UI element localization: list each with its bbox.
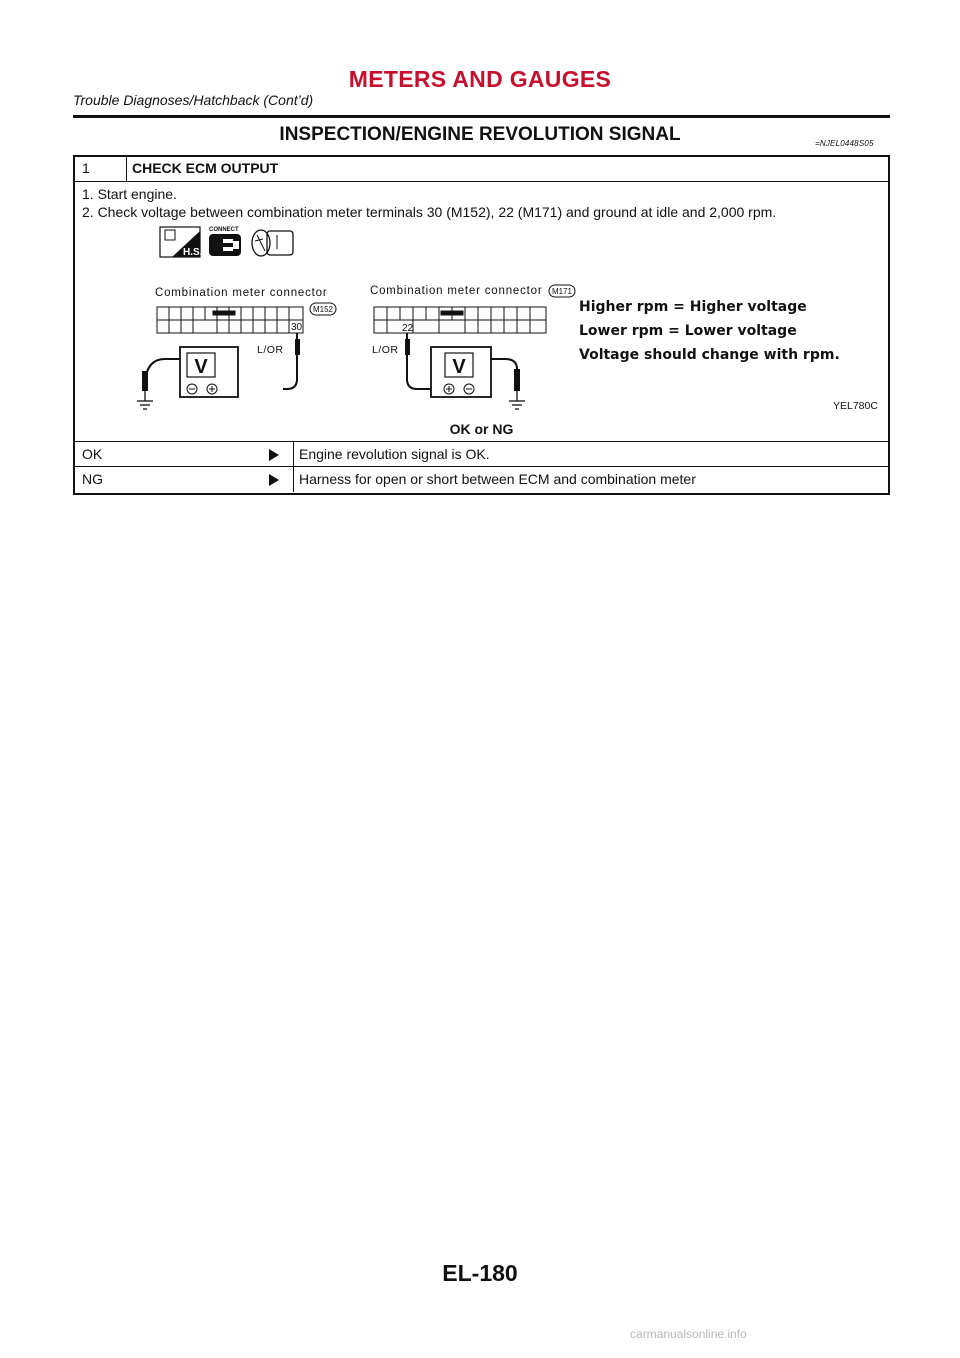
result-label-ng: NG [82, 471, 103, 487]
note-line-3: Voltage should change with rpm. [579, 347, 840, 363]
arrow-right-icon [269, 474, 279, 486]
result-text-ng: Harness for open or short between ECM and combination meter [299, 471, 696, 487]
left-connector-label: Combination meter connector [155, 287, 328, 299]
result-divider [293, 442, 294, 467]
right-ground-wire [491, 359, 517, 387]
left-ground-wire [145, 359, 180, 387]
left-ground-probe [142, 371, 148, 391]
result-label-ok: OK [82, 446, 103, 462]
instruction-line-2: 2. Check voltage between combination meter terminals 30 (M152), 22 (M171) and ground at idle and 2,000 rpm. [82, 204, 777, 220]
right-ground-icon [509, 391, 525, 409]
result-row-ng [75, 466, 888, 492]
result-text-ok: Engine revolution signal is OK. [299, 446, 490, 462]
left-connector-id: M152 [312, 305, 334, 314]
right-connector [374, 307, 546, 333]
right-terminal-number: 22 [402, 323, 414, 334]
section-title: INSPECTION/ENGINE REVOLUTION SIGNAL [279, 124, 681, 145]
page-number: EL-180 [442, 1260, 518, 1286]
hs-icon-label: H.S. [183, 247, 203, 258]
connector-plug-icon [252, 230, 293, 256]
left-connector-id-badge [310, 303, 336, 315]
left-voltmeter-symbol: V [194, 356, 208, 378]
right-wire-color: L/OR [372, 344, 399, 356]
figure-id: YEL780C [833, 400, 878, 412]
right-ground-probe [514, 369, 520, 391]
note-line-2: Lower rpm = Lower voltage [579, 323, 797, 339]
step-title: CHECK ECM OUTPUT [132, 160, 279, 176]
right-voltmeter [431, 347, 491, 397]
left-probe-wire [283, 333, 297, 389]
watermark: carmanualsonline.info [630, 1327, 747, 1341]
arrow-right-icon [269, 449, 279, 461]
wiring-diagram [125, 219, 878, 419]
left-voltmeter [180, 347, 238, 397]
right-connector-id: M171 [551, 287, 573, 296]
diagnostic-table [73, 155, 890, 495]
header-rule [73, 115, 890, 118]
page-header-title: METERS AND GAUGES [348, 66, 612, 92]
left-wire-color: L/OR [257, 344, 284, 356]
right-probe-wire [407, 333, 431, 389]
connect-icon [209, 227, 241, 256]
right-connector-id-badge [549, 285, 575, 297]
instruction-line-1: 1. Start engine. [82, 186, 177, 202]
right-voltmeter-symbol: V [452, 356, 466, 378]
left-ground-icon [137, 391, 153, 409]
result-row-ok [75, 441, 888, 467]
result-divider [293, 467, 294, 492]
left-connector [157, 307, 303, 333]
left-terminal-number: 30 [291, 322, 303, 333]
step-header-row [75, 157, 888, 182]
connect-icon-label: CONNECT [209, 227, 239, 233]
step-number: 1 [82, 160, 90, 176]
step-header-divider [126, 157, 127, 181]
hs-icon [160, 227, 203, 258]
page-header-subtitle: Trouble Diagnoses/Hatchback (Cont’d) [73, 92, 314, 108]
right-connector-label: Combination meter connector [370, 285, 543, 297]
note-line-1: Higher rpm = Higher voltage [579, 299, 807, 315]
section-code: =NJEL0448S05 [815, 139, 874, 148]
ok-or-ng-prompt: OK or NG [449, 421, 514, 437]
